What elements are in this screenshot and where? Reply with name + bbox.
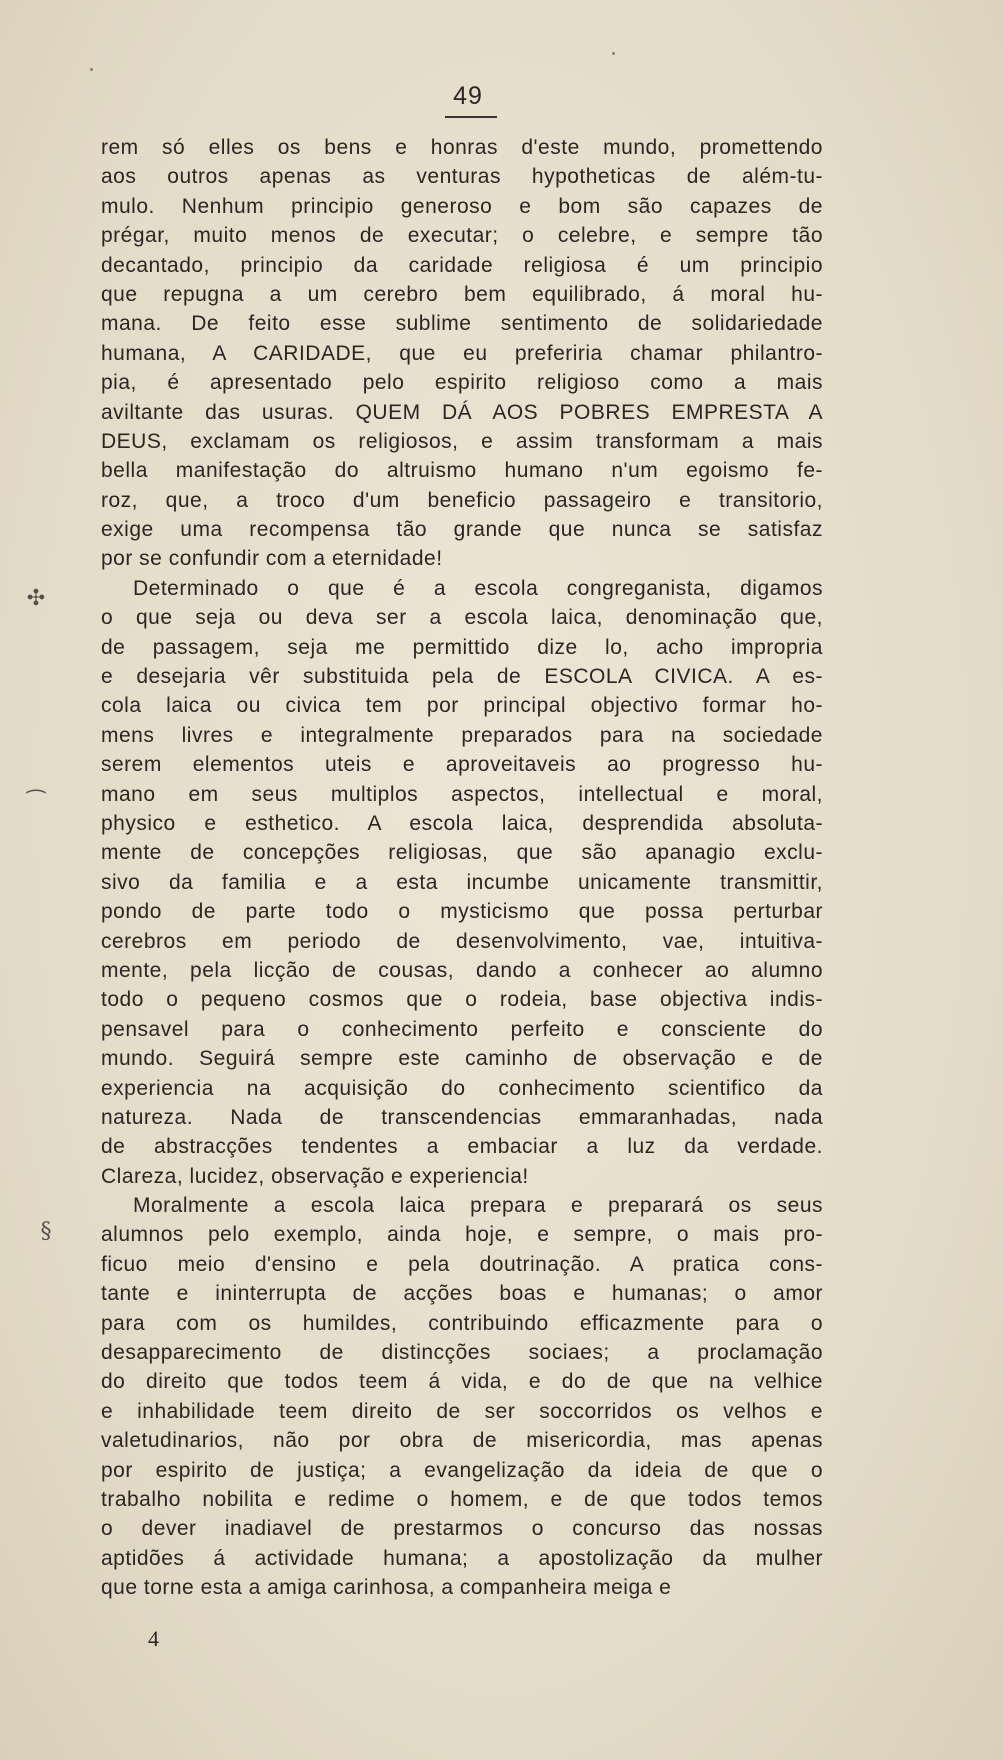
paper-speck — [90, 68, 93, 71]
text-line: mundo. Seguirá sempre este caminho de observação e de — [101, 1047, 823, 1071]
margin-stain-icon: ✣ — [26, 586, 46, 611]
text-line: aptidões á actividade humana; a apostolização da mulher — [101, 1546, 823, 1570]
text-line: que torne esta a amiga carinhosa, a companheira meiga e — [101, 1576, 672, 1600]
text-line: pia, é apresentado pelo espirito religioso como a mais — [101, 371, 823, 395]
text-line: mano em seus multiplos aspectos, intellectual e moral, — [101, 782, 823, 806]
text-line: o dever inadiavel de prestarmos o concurso das nossas — [101, 1517, 823, 1541]
text-line: valetudinarios, não por obra de misericordia, mas apenas — [101, 1429, 823, 1453]
text-line: alumnos pelo exemplo, ainda hoje, e sempre, o mais pro- — [101, 1223, 823, 1247]
page-number: 49 — [453, 82, 483, 110]
text-line: de abstracções tendentes a embaciar a luz da verdade. — [101, 1135, 823, 1159]
signature-mark: 4 — [148, 1626, 159, 1651]
text-line: mulo. Nenhum principio generoso e bom são capazes de — [101, 194, 823, 218]
text-line: e inhabilidade teem direito de ser soccorridos os velhos e — [101, 1399, 823, 1423]
text-line: ficuo meio d'ensino e pela doutrinação. A pratica cons- — [101, 1252, 823, 1276]
text-line: exige uma recompensa tão grande que nunca se satisfaz — [101, 518, 823, 542]
text-line: e desejaria vêr substituida pela de ESCOLA CIVICA. A es- — [101, 665, 823, 689]
text-line: rem só elles os bens e honras d'este mundo, promettendo — [101, 136, 823, 159]
text-line: cerebros em periodo de desenvolvimento, vae, intuitiva- — [101, 929, 823, 953]
text-line: por espirito de justiça; a evangelização da ideia de que o — [101, 1458, 823, 1482]
page-number-rule — [445, 116, 497, 118]
text-line: aviltante das usuras. QUEM DÁ AOS POBRES EMPRESTA A — [101, 400, 823, 424]
margin-stain-icon: § — [40, 1219, 52, 1244]
text-line: mens livres e integralmente preparados para na sociedade — [101, 723, 823, 747]
text-line: cola laica ou civica tem por principal objectivo formar ho- — [101, 694, 823, 718]
text-line: tante e ininterrupta de acções boas e humanas; o amor — [101, 1282, 823, 1306]
text-line: Determinado o que é a escola congreganista, digamos — [133, 576, 823, 600]
text-line: o que seja ou deva ser a escola laica, denominação que, — [101, 606, 823, 630]
text-line: experiencia na acquisição do conhecimento scientifico da — [101, 1076, 823, 1100]
text-line: decantado, principio da caridade religiosa é um principio — [101, 253, 823, 277]
text-line: para com os humildes, contribuindo efficazmente para o — [101, 1311, 823, 1335]
body-text — [101, 133, 823, 1603]
margin-stain-icon: ⁀ — [27, 791, 45, 816]
text-line: de passagem, seja me permittido dize lo, acho impropria — [101, 635, 823, 659]
text-line: mente de concepções religiosas, que são apanagio exclu- — [101, 841, 823, 865]
text-line: physico e esthetico. A escola laica, desprendida absoluta- — [101, 811, 823, 835]
text-line: prégar, muito menos de executar; o celebre, e sempre tão — [101, 224, 823, 248]
text-line: aos outros apenas as venturas hypotheticas de além-tu- — [101, 165, 823, 189]
text-line: natureza. Nada de transcendencias emmaranhadas, nada — [101, 1105, 823, 1129]
text-line: sivo da familia e a esta incumbe unicamente transmittir, — [101, 870, 823, 894]
text-line: trabalho nobilita e redime o homem, e de que todos temos — [101, 1487, 823, 1511]
text-line: humana, A CARIDADE, que eu preferiria chamar philantro- — [101, 341, 823, 365]
text-line: pensavel para o conhecimento perfeito e consciente do — [101, 1017, 823, 1041]
text-line: Moralmente a escola laica prepara e preparará os seus — [133, 1194, 823, 1218]
paper-speck — [612, 52, 615, 55]
text-line: bella manifestação do altruismo humano n'um egoismo fe- — [101, 459, 823, 483]
text-line: mente, pela licção de cousas, dando a conhecer ao alumno — [101, 958, 823, 982]
text-line: serem elementos uteis e aproveitaveis ao progresso hu- — [101, 753, 823, 777]
text-line: por se confundir com a eternidade! — [101, 547, 443, 571]
text-line: pondo de parte todo o mysticismo que possa perturbar — [101, 900, 823, 924]
text-line: Clareza, lucidez, observação e experiencia! — [101, 1164, 529, 1188]
text-line: roz, que, a troco d'um beneficio passageiro e transitorio, — [101, 488, 823, 512]
text-line: mana. De feito esse sublime sentimento de solidariedade — [101, 312, 823, 336]
text-line: todo o pequeno cosmos que o rodeia, base objectiva indis- — [101, 988, 823, 1012]
text-line: que repugna a um cerebro bem equilibrado, á moral hu- — [101, 282, 823, 306]
text-line: desapparecimento de distincções sociaes; a proclamação — [101, 1341, 823, 1365]
text-line: DEUS, exclamam os religiosos, e assim transformam a mais — [101, 429, 823, 453]
text-line: do direito que todos teem á vida, e do de que na velhice — [101, 1370, 823, 1394]
